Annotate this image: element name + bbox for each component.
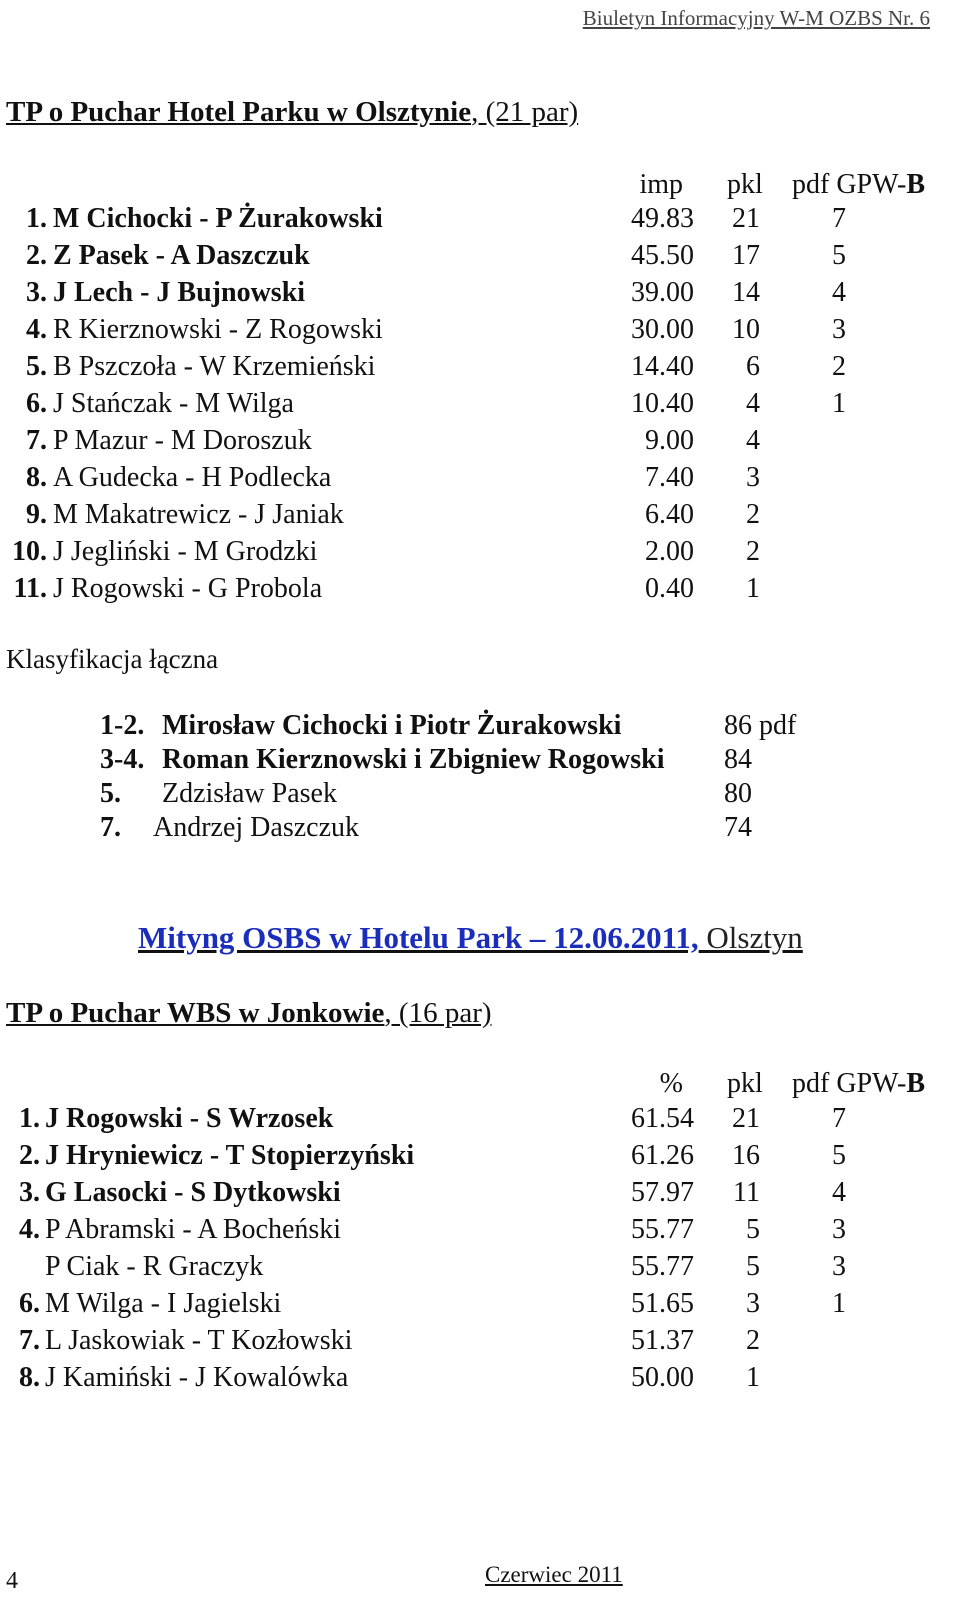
row-pair-name: J Jegliński - M Grodzki: [53, 536, 318, 567]
section1-title: [6, 96, 578, 129]
row-score: 7.40: [645, 462, 694, 493]
row-pair-name: P Ciak - R Graczyk: [45, 1251, 264, 1282]
footer-date: Czerwiec 2011: [485, 1562, 623, 1587]
row-pdf: 2: [832, 351, 846, 382]
row-rank: 9.: [26, 499, 47, 530]
row-pdf: 5: [832, 1140, 846, 1171]
row-score: 50.00: [631, 1362, 694, 1393]
row-score: 57.97: [631, 1177, 694, 1208]
row-pair-name: A Gudecka - H Podlecka: [53, 462, 332, 493]
row-rank: 10.: [12, 536, 47, 567]
row-pair-name: M Cichocki - P Żurakowski: [53, 203, 383, 234]
row-pdf: 3: [832, 1251, 846, 1282]
row-rank: 5.: [26, 351, 47, 382]
row-pdf: 7: [832, 1103, 846, 1134]
row-score: 51.65: [631, 1288, 694, 1319]
column-header-pdf-suffix: B: [906, 169, 926, 200]
column-header-pdf: pdf GPW-B: [792, 169, 926, 200]
section2-title: [6, 997, 492, 1030]
row-pkl: 2: [746, 499, 760, 530]
row-pkl: 11: [733, 1177, 760, 1208]
klas-rank: 3-4.: [100, 744, 145, 775]
klas-name: Zdzisław Pasek: [162, 778, 337, 809]
row-rank: 6.: [19, 1288, 40, 1319]
row-pair-name: P Mazur - M Doroszuk: [53, 425, 312, 456]
row-pdf: 1: [832, 1288, 846, 1319]
row-score: 55.77: [631, 1214, 694, 1245]
row-pair-name: P Abramski - A Bocheński: [45, 1214, 342, 1245]
row-pkl: 16: [732, 1140, 760, 1171]
column-header-score: imp: [639, 169, 683, 200]
klas-name: Roman Kierznowski i Zbigniew Rogowski: [162, 744, 665, 775]
row-pkl: 5: [746, 1251, 760, 1282]
klas-value: 86 pdf: [724, 710, 797, 741]
row-rank: 7.: [26, 425, 47, 456]
row-pkl: 21: [732, 203, 760, 234]
section2-title-rest: , (16 par): [384, 997, 492, 1029]
row-score: 14.40: [631, 351, 694, 382]
row-pair-name: B Pszczoła - W Krzemieński: [53, 351, 376, 382]
row-rank: 1.: [19, 1103, 40, 1134]
section1-title-bold: TP o Puchar Hotel Parku w Olsztynie: [6, 96, 472, 128]
row-pair-name: J Lech - J Bujnowski: [53, 277, 306, 308]
row-rank: 1.: [26, 203, 47, 234]
row-score: 45.50: [631, 240, 694, 271]
row-pkl: 2: [746, 536, 760, 567]
row-pair-name: L Jaskowiak - T Kozłowski: [45, 1325, 353, 1356]
row-pdf: 7: [832, 203, 846, 234]
row-pair-name: M Makatrewicz - J Janiak: [53, 499, 344, 530]
row-score: 0.40: [645, 573, 694, 604]
row-score: 39.00: [631, 277, 694, 308]
row-pkl: 17: [732, 240, 760, 271]
row-score: 6.40: [645, 499, 694, 530]
klas-rank: 7.: [100, 812, 121, 843]
row-rank: 8.: [19, 1362, 40, 1393]
row-rank: 3.: [19, 1177, 40, 1208]
page-number: 4: [6, 1568, 18, 1594]
klas-name: Andrzej Daszczuk: [153, 812, 360, 843]
row-pdf: 3: [832, 314, 846, 345]
row-pdf: 4: [832, 1177, 846, 1208]
row-pair-name: G Lasocki - S Dytkowski: [45, 1177, 341, 1208]
row-pkl: 14: [732, 277, 760, 308]
row-rank: 3.: [26, 277, 47, 308]
header-title: Biuletyn Informacyjny W-M OZBS Nr. 6: [582, 6, 930, 30]
row-score: 9.00: [645, 425, 694, 456]
row-score: 10.40: [631, 388, 694, 419]
section2-title-bold: TP o Puchar WBS w Jonkowie: [6, 997, 385, 1029]
row-pair-name: M Wilga - I Jagielski: [45, 1288, 282, 1319]
row-pkl: 3: [746, 462, 760, 493]
row-pair-name: R Kierznowski - Z Rogowski: [53, 314, 383, 345]
row-pair-name: J Hryniewicz - T Stopierzyński: [45, 1140, 415, 1171]
row-pdf: 5: [832, 240, 846, 271]
row-pkl: 5: [746, 1214, 760, 1245]
column-header-score: %: [659, 1068, 683, 1099]
row-rank: 8.: [26, 462, 47, 493]
row-pair-name: J Kamiński - J Kowalówka: [45, 1362, 349, 1393]
row-pkl: 10: [732, 314, 760, 345]
row-pkl: 1: [746, 573, 760, 604]
column-header-pkl: pkl: [727, 1068, 763, 1099]
column-header-pdf-suffix: B: [906, 1068, 926, 1099]
row-pkl: 4: [746, 425, 760, 456]
row-pair-name: Z Pasek - A Daszczuk: [53, 240, 310, 271]
row-rank: 4.: [19, 1214, 40, 1245]
row-pkl: 6: [746, 351, 760, 382]
row-pkl: 4: [746, 388, 760, 419]
meeting-title-blue: Mityng OSBS w Hotelu Park – 12.06.2011,: [138, 920, 699, 955]
row-pair-name: J Rogowski - G Probola: [53, 573, 323, 604]
klas-value: 74: [724, 812, 752, 843]
row-score: 2.00: [645, 536, 694, 567]
section1-title-rest: , (21 par): [471, 96, 579, 128]
row-rank: 2.: [19, 1140, 40, 1171]
row-pkl: 1: [746, 1362, 760, 1393]
row-score: 55.77: [631, 1251, 694, 1282]
row-score: 61.26: [631, 1140, 694, 1171]
row-pair-name: J Stańczak - M Wilga: [53, 388, 294, 419]
column-header-pkl: pkl: [727, 169, 763, 200]
row-rank: 11.: [13, 573, 47, 604]
row-pdf: 4: [832, 277, 846, 308]
meeting-title: [138, 920, 803, 956]
klas-name: Mirosław Cichocki i Piotr Żurakowski: [162, 710, 622, 741]
row-pdf: 3: [832, 1214, 846, 1245]
row-rank: 7.: [19, 1325, 40, 1356]
klas-rank: 1-2.: [100, 710, 145, 741]
row-rank: 4.: [26, 314, 47, 345]
row-score: 30.00: [631, 314, 694, 345]
row-pkl: 21: [732, 1103, 760, 1134]
row-pair-name: J Rogowski - S Wrzosek: [45, 1103, 334, 1134]
row-score: 61.54: [631, 1103, 694, 1134]
row-pdf: 1: [832, 388, 846, 419]
row-score: 49.83: [631, 203, 694, 234]
meeting-title-rest: Olsztyn: [698, 920, 803, 955]
row-pkl: 2: [746, 1325, 760, 1356]
klas-rank: 5.: [100, 778, 121, 809]
klas-value: 80: [724, 778, 752, 809]
klasyfikacja-title: Klasyfikacja łączna: [6, 644, 219, 674]
column-header-pdf: pdf GPW-B: [792, 1068, 926, 1099]
row-pkl: 3: [746, 1288, 760, 1319]
row-score: 51.37: [631, 1325, 694, 1356]
row-rank: 2.: [26, 240, 47, 271]
klas-value: 84: [724, 744, 752, 775]
row-rank: 6.: [26, 388, 47, 419]
